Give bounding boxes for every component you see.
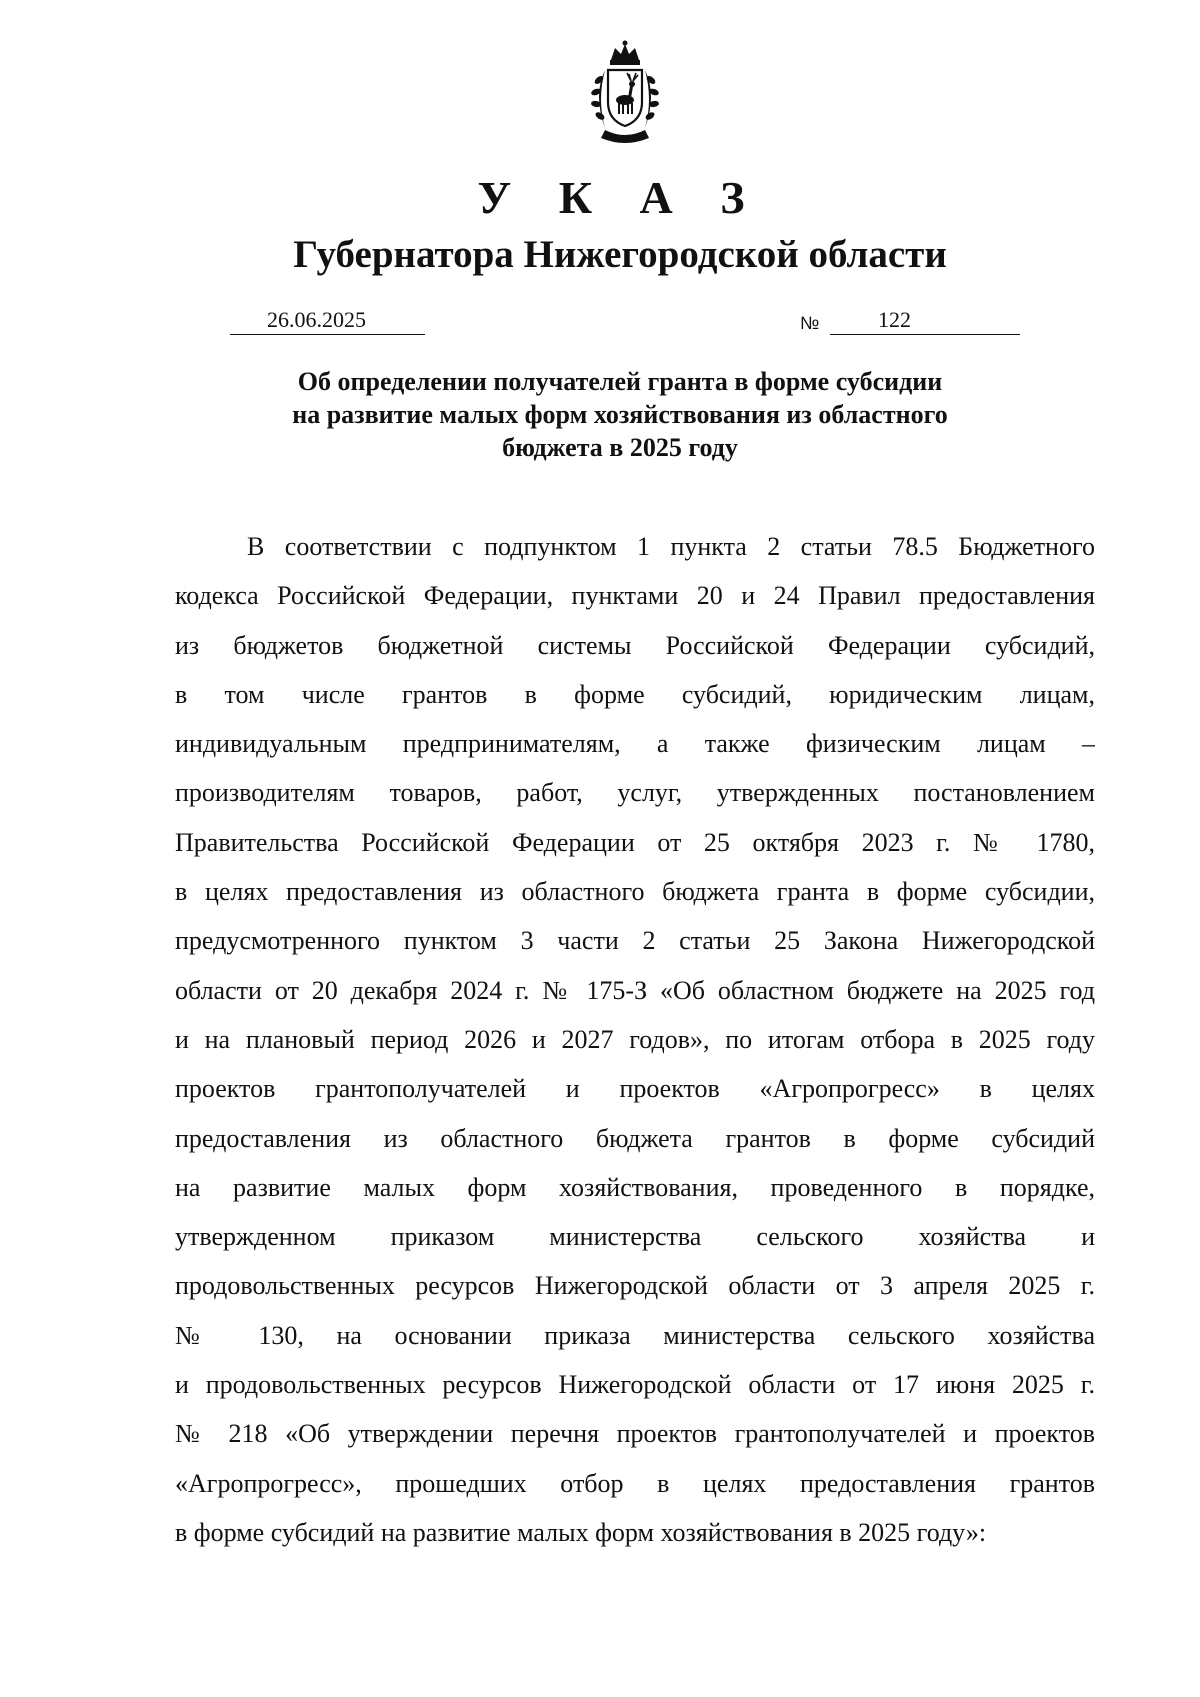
- body-line: продовольственных ресурсов Нижегородской области от 3 апреля 2025 г.: [175, 1271, 1095, 1301]
- subject-line: на развитие малых форм хозяйствования из областного: [292, 400, 948, 429]
- body-line: в целях предоставления из областного бюджета гранта в форме субсидии,: [175, 877, 1095, 907]
- body-line: в форме субсидий на развитие малых форм хозяйствования в 2025 году»:: [175, 1517, 987, 1547]
- body-line: в том числе грантов в форме субсидий, юридическим лицам,: [175, 679, 1095, 709]
- issuer-title: Губернатора Нижегородской области: [293, 233, 947, 276]
- body-line: на развитие малых форм хозяйствования, проведенного в порядке,: [175, 1172, 1095, 1202]
- crown-icon: [610, 41, 640, 66]
- body-line: индивидуальным предпринимателям, а также физическим лицам –: [175, 729, 1095, 759]
- deer-icon: [616, 73, 638, 114]
- body-line: и на плановый период 2026 и 2027 годов», по итогам отбора в 2025 году: [175, 1024, 1095, 1054]
- body-line: из бюджетов бюджетной системы Российской Федерации субсидий,: [175, 630, 1095, 660]
- subject-line: бюджета в 2025 году: [502, 433, 738, 462]
- body-line: утвержденном приказом министерства сельского хозяйства и: [175, 1222, 1095, 1252]
- subject-line: Об определении получателей гранта в форме субсидии: [297, 367, 943, 396]
- document-date: 26.06.2025: [267, 307, 366, 332]
- ribbon-icon: [601, 130, 649, 143]
- body-line: предусмотренного пунктом 3 части 2 статьи 25 Закона Нижегородской: [175, 926, 1095, 956]
- document-subject: [0, 365, 1200, 464]
- body-line: предоставления из областного бюджета грантов в форме субсидий: [175, 1123, 1095, 1153]
- body-line: кодекса Российской Федерации, пунктами 20 и 24 Правил предоставления: [175, 581, 1095, 611]
- document-number: 122: [878, 307, 911, 332]
- body-line: Правительства Российской Федерации от 25 октября 2023 г. № 1780,: [175, 827, 1095, 857]
- body-line: проектов грантополучателей и проектов «Агропрогресс» в целях: [175, 1074, 1095, 1104]
- body-paragraph: [175, 522, 1095, 1557]
- coat-of-arms-emblem: [575, 40, 675, 148]
- document-type-title: У К А З: [477, 172, 763, 223]
- body-line: производителям товаров, работ, услуг, утвержденных постановлением: [175, 778, 1095, 808]
- date-field: [230, 306, 425, 335]
- body-line: № 130, на основании приказа министерства сельского хозяйства: [175, 1320, 1095, 1350]
- body-line: В соответствии с подпунктом 1 пункта 2 статьи 78.5 Бюджетного: [247, 532, 1095, 561]
- body-line: и продовольственных ресурсов Нижегородской области от 17 июня 2025 г.: [175, 1370, 1095, 1400]
- body-line: № 218 «Об утверждении перечня проектов грантополучателей и проектов: [175, 1419, 1095, 1449]
- number-field: [830, 306, 1020, 335]
- number-sign: №: [800, 313, 820, 333]
- body-line: области от 20 декабря 2024 г. № 175-З «Об областном бюджете на 2025 год: [175, 975, 1095, 1005]
- body-line: «Агропрогресс», прошедших отбор в целях предоставления грантов: [175, 1468, 1095, 1498]
